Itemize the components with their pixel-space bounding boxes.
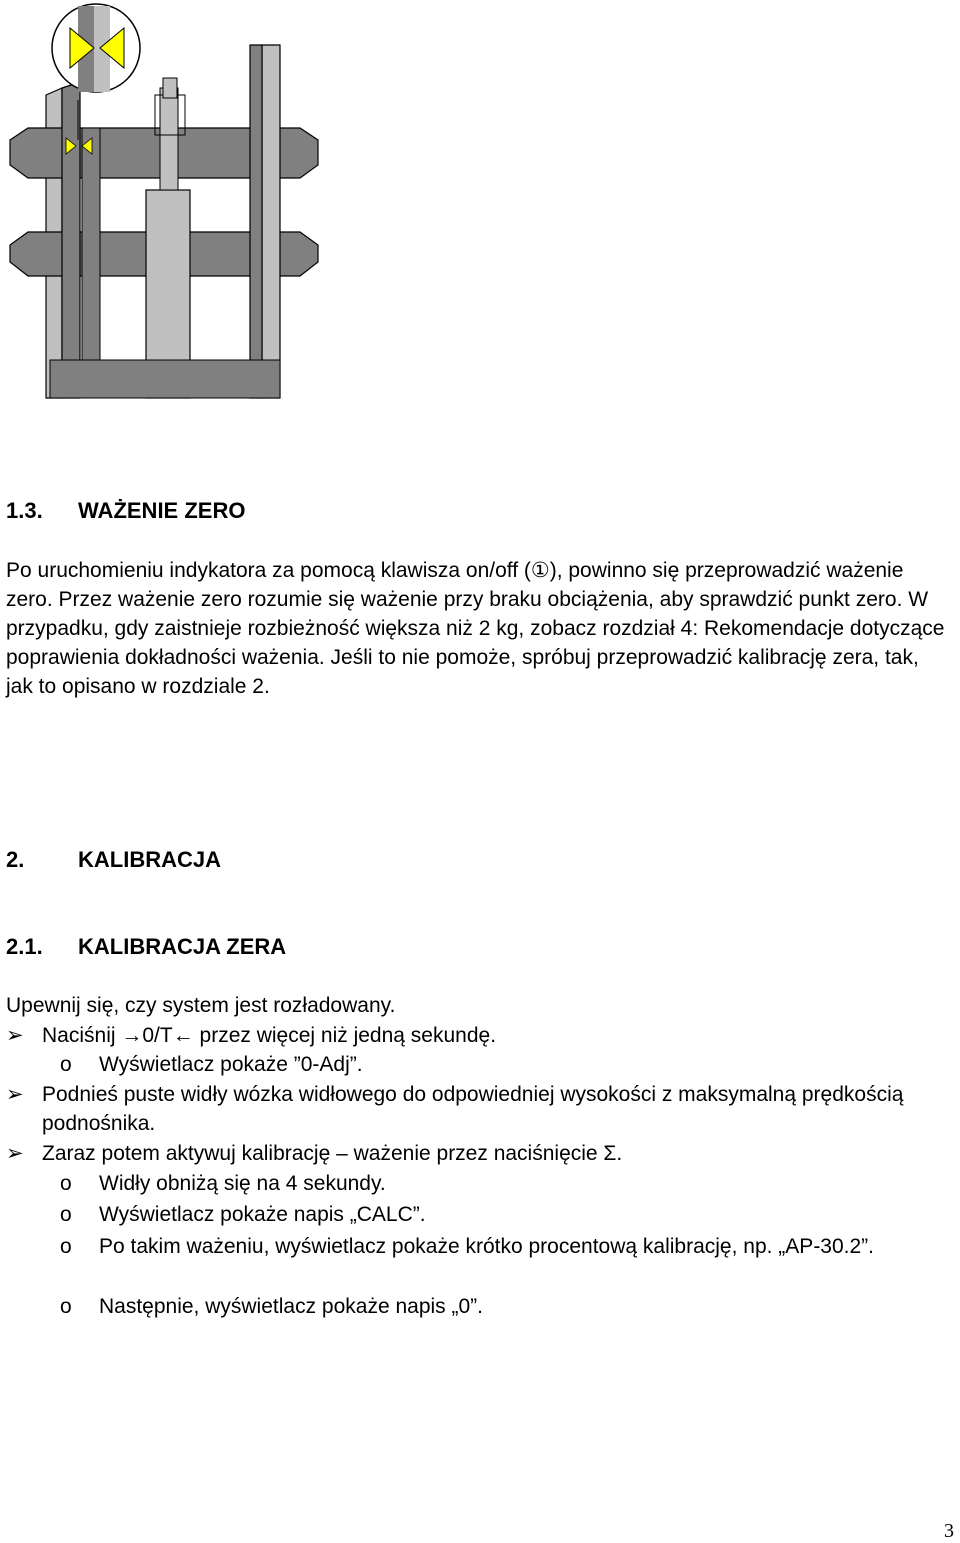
heading-number: 2.1. [6, 934, 43, 959]
list-item: o Po takim ważeniu, wyświetlacz pokaże krótko procentową kalibrację, np. „AP-30.2”. [60, 1232, 960, 1261]
list-item: ➢ Naciśnij →0/T← przez więcej niż jedną sekundę. [6, 1021, 960, 1050]
arrow-bullet-icon: ➢ [6, 1024, 24, 1047]
arrow-bullet-icon: ➢ [6, 1142, 24, 1165]
arrow-bullet-icon: ➢ [6, 1083, 24, 1106]
circle-bullet-icon: o [60, 1235, 72, 1258]
list-item: o Widły obniżą się na 4 sekundy. [60, 1169, 960, 1198]
paragraph-zero-weighing: Po uruchomieniu indykatora za pomocą klawisza on/off (①), powinno się przeprowadzić ważenie zero. Przez ważenie zero rozumie się ważenie przy braku obciążenia, aby sprawdzić punkt zero. W przypadku, gdy zaistnieje rozbieżność większa niż 2 kg, zobacz rozdział 4: Rekomendacje dotyczące poprawienia dokładności ważenia. Jeśli to nie pomoże, spróbuj przeprowadzić kalibrację zera, tak, jak to opisano w rozdziale 2. [6, 559, 945, 698]
heading-title: KALIBRACJA ZERA [78, 934, 287, 959]
heading-number: 1.3. [6, 498, 43, 523]
forklift-carriage-figure [0, 0, 330, 400]
page-number: 3 [944, 1520, 954, 1542]
heading-title: WAŻENIE ZERO [78, 498, 246, 523]
circle-bullet-icon: o [60, 1053, 72, 1076]
list-item: o Wyświetlacz pokaże napis „CALC”. [60, 1200, 960, 1229]
intro-text: Upewnij się, czy system jest rozładowany. [6, 994, 396, 1017]
circle-bullet-icon: o [60, 1172, 72, 1195]
list-item: ➢ Zaraz potem aktywuj kalibrację – ważenie przez naciśnięcie Σ. [6, 1139, 960, 1168]
circle-bullet-icon: o [60, 1203, 72, 1226]
heading-2 [6, 847, 221, 873]
heading-number: 2. [6, 847, 25, 872]
list-item: o Następnie, wyświetlacz pokaże napis „0”. [60, 1292, 960, 1321]
circle-bullet-icon: o [60, 1295, 72, 1318]
heading-1-3 [6, 498, 245, 524]
list-item: o Wyświetlacz pokaże ”0-Adj”. [60, 1050, 960, 1079]
heading-2-1 [6, 934, 286, 960]
heading-title: KALIBRACJA [78, 847, 221, 872]
list-item: ➢ Podnieś puste widły wózka widłowego do odpowiedniej wysokości z maksymalną prędkością podnośnika. [6, 1080, 960, 1138]
